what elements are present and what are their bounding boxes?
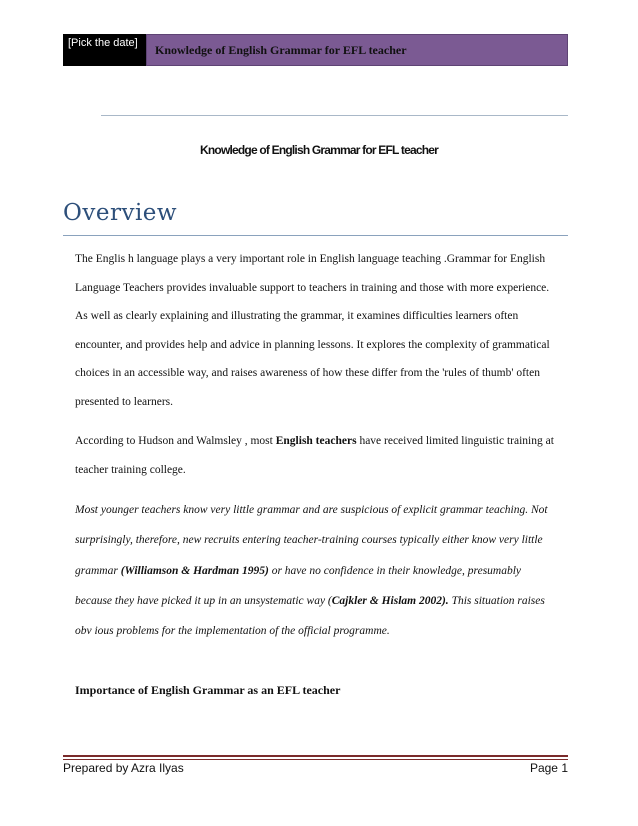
date-placeholder[interactable]: [Pick the date] bbox=[63, 34, 146, 66]
page-number: Page 1 bbox=[529, 761, 568, 775]
subheading-importance: Importance of English Grammar as an EFL teacher bbox=[75, 683, 341, 697]
paragraph-intro: The Englis h language plays a very important role in English language teaching .Grammar for English Language Teachers provides invaluable support to teachers in training and those with more experience. As well as clearly explaining and illustrating the grammar, it examines difficulties learners often encounter, and provides help and advice in planning lessons. It explores the complexity of grammatical choices in an accessible way, and raises awareness of how these differ from the 'rules of thumb' often presented to learners. bbox=[75, 253, 550, 408]
quote-text: This situation raises obv ious problems for the implementation of the official programme. bbox=[75, 594, 545, 638]
citation: Cajkler & Hislam 2002). bbox=[331, 594, 449, 607]
paragraph-hudson bbox=[75, 427, 555, 484]
document-title: Knowledge of English Grammar for EFL teacher bbox=[200, 143, 438, 157]
header-title: Knowledge of English Grammar for EFL teacher bbox=[146, 34, 568, 66]
footer-rule bbox=[63, 755, 568, 757]
header-divider bbox=[101, 115, 568, 116]
quote-text: Most younger teachers know very little grammar and are suspicious of explicit grammar teaching. Not surprisingly, therefore, new recruits entering teacher-training courses typically either know very little grammar bbox=[75, 504, 548, 577]
section-heading: Overview bbox=[63, 200, 178, 226]
footer-author: Prepared by Azra Ilyas bbox=[63, 761, 184, 775]
heading-underline bbox=[63, 235, 568, 236]
bold-phrase: English teachers bbox=[275, 435, 357, 447]
footer-rule-thin bbox=[63, 759, 568, 760]
paragraph-text: have received limited linguistic training at teacher training college. bbox=[75, 435, 554, 476]
paragraph-quote bbox=[75, 495, 555, 646]
citation: (Williamson & Hardman 1995) bbox=[120, 564, 269, 577]
quote-text: or have no confidence in their knowledge, presumably because they have picked it up in an unsystematic way ( bbox=[75, 564, 522, 607]
paragraph-text: According to Hudson and Walmsley , most bbox=[75, 435, 276, 447]
